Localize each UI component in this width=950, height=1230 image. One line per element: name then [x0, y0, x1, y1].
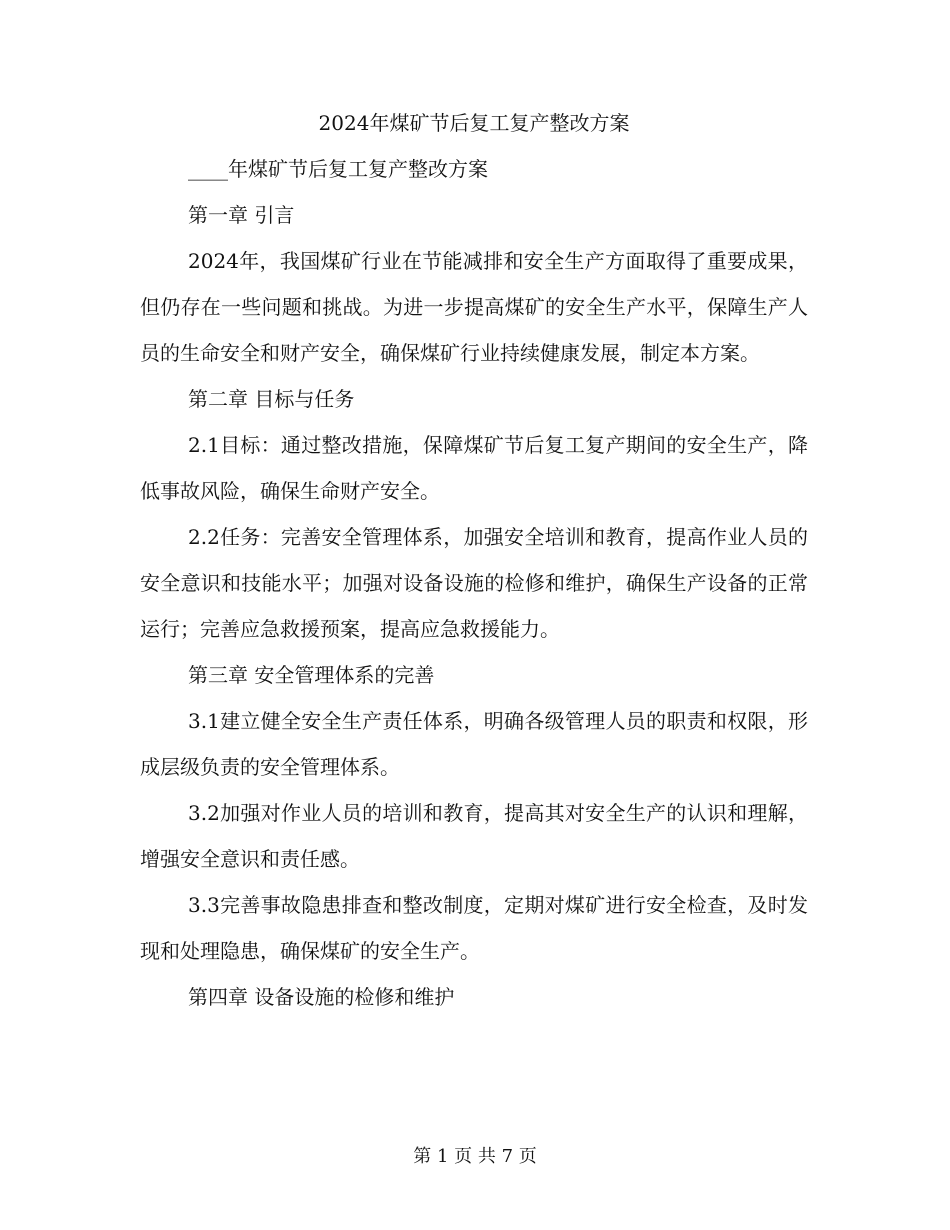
document-body [140, 100, 808, 1020]
chapter-3-heading: 第三章 安全管理体系的完善 [188, 663, 435, 687]
chapter-3-paragraph-1: 3.1建立健全安全生产责任体系，明确各级管理人员的职责和权限，形成层级负责的安全管理体系。 [140, 709, 808, 779]
chapter-4-heading: 第四章 设备设施的检修和维护 [188, 985, 455, 1009]
document-subtitle: ____年煤矿节后复工复产整改方案 [188, 157, 488, 181]
chapter-3-paragraph-3: 3.3完善事故隐患排查和整改制度，定期对煤矿进行安全检查，及时发现和处理隐患，确保煤矿的安全生产。 [140, 893, 808, 963]
chapter-3-paragraph-2: 3.2加强对作业人员的培训和教育，提高其对安全生产的认识和理解，增强安全意识和责任感。 [140, 801, 808, 871]
chapter-2-heading: 第二章 目标与任务 [188, 387, 355, 411]
chapter-2-paragraph-2: 2.2任务：完善安全管理体系，加强安全培训和教育，提高作业人员的安全意识和技能水平；加强对设备设施的检修和维护，确保生产设备的正常运行；完善应急救援预案，提高应急救援能力。 [140, 525, 808, 641]
page-number-footer: 第 1 页 共 7 页 [413, 1146, 537, 1167]
chapter-1-heading: 第一章 引言 [188, 203, 295, 227]
chapter-1-paragraph-1: 2024年，我国煤矿行业在节能减排和安全生产方面取得了重要成果，但仍存在一些问题和挑战。为进一步提高煤矿的安全生产水平，保障生产人员的生命安全和财产安全，确保煤矿行业持续健康发展，制定本方案。 [140, 249, 808, 365]
document-title: 2024年煤矿节后复工复产整改方案 [318, 111, 630, 135]
chapter-2-paragraph-1: 2.1目标：通过整改措施，保障煤矿节后复工复产期间的安全生产，降低事故风险，确保生命财产安全。 [140, 433, 808, 503]
